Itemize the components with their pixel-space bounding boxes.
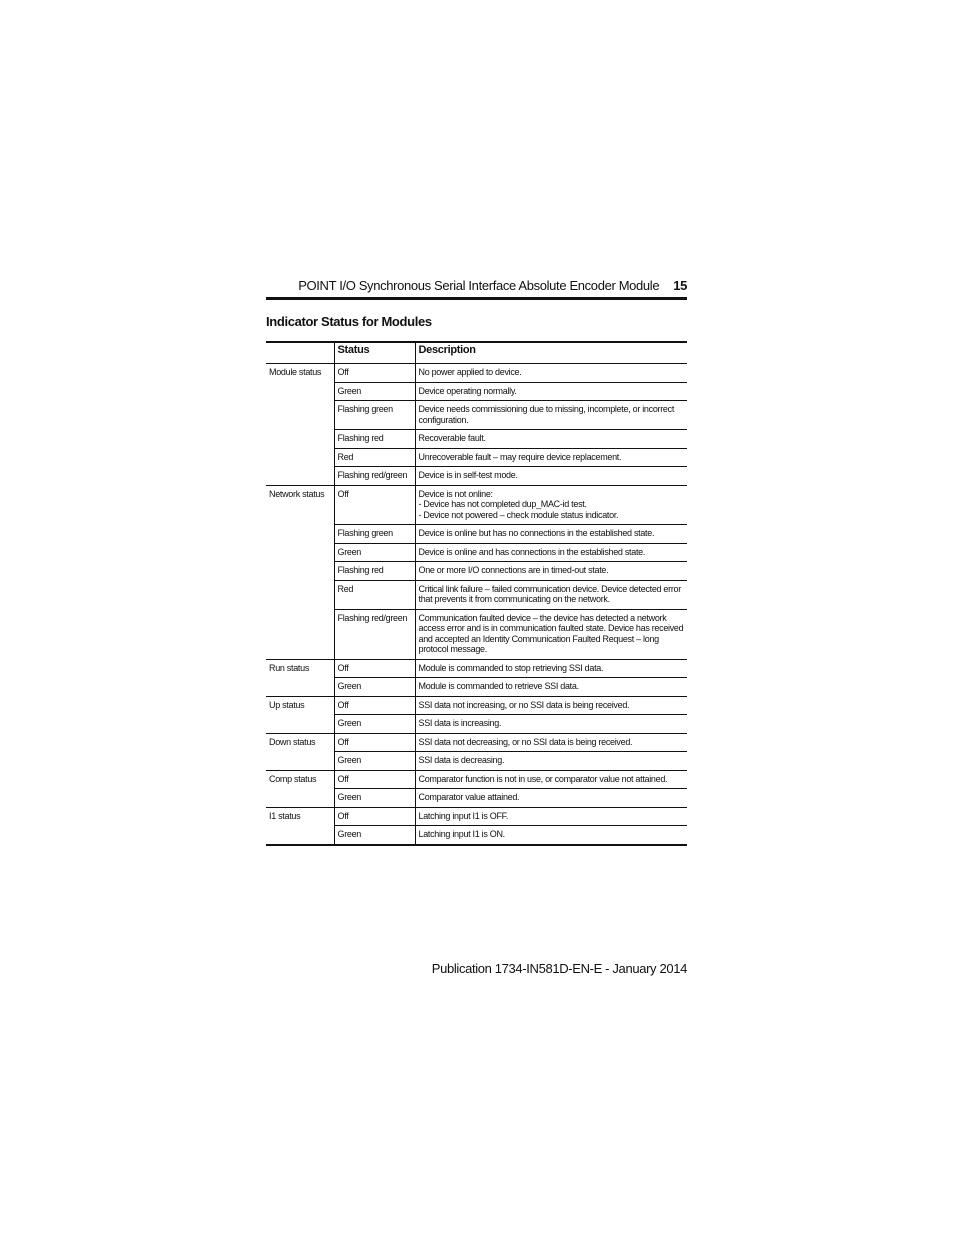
table-row xyxy=(266,382,687,401)
description-cell: Comparator value attained. xyxy=(415,789,687,808)
table-row xyxy=(266,430,687,449)
description-cell: SSI data is decreasing. xyxy=(415,752,687,771)
status-cell: Green xyxy=(334,752,415,771)
status-cell: Green xyxy=(334,543,415,562)
table-row xyxy=(266,659,687,678)
status-cell: Flashing green xyxy=(334,401,415,430)
status-cell: Off xyxy=(334,733,415,752)
status-cell: Green xyxy=(334,678,415,697)
status-cell: Flashing red xyxy=(334,562,415,581)
status-cell: Off xyxy=(334,770,415,789)
table-body xyxy=(266,364,687,845)
indicator-name-cell: Run status xyxy=(266,659,334,678)
status-cell: Green xyxy=(334,715,415,734)
indicator-name-cell-empty xyxy=(266,448,334,467)
description-cell: SSI data not increasing, or no SSI data is being received. xyxy=(415,696,687,715)
section-title: Indicator Status for Modules xyxy=(266,314,432,329)
header-title: POINT I/O Synchronous Serial Interface Absolute Encoder Module xyxy=(298,277,660,293)
description-cell: Latching input I1 is ON. xyxy=(415,826,687,845)
indicator-name-cell-empty xyxy=(266,678,334,697)
table-row xyxy=(266,770,687,789)
indicator-name-cell-empty xyxy=(266,826,334,845)
table-row xyxy=(266,485,687,525)
table-row xyxy=(266,525,687,544)
indicator-name-cell-empty xyxy=(266,525,334,544)
status-cell: Off xyxy=(334,485,415,525)
column-header-indicator xyxy=(266,342,334,364)
table-row xyxy=(266,789,687,808)
indicator-name-cell: Down status xyxy=(266,733,334,752)
column-header-status: Status xyxy=(334,342,415,364)
description-cell: Recoverable fault. xyxy=(415,430,687,449)
table-row xyxy=(266,678,687,697)
description-cell: Comparator function is not in use, or comparator value not attained. xyxy=(415,770,687,789)
indicator-name-cell-empty xyxy=(266,609,334,659)
indicator-name-cell: I1 status xyxy=(266,807,334,826)
running-header xyxy=(266,272,687,298)
status-cell: Red xyxy=(334,580,415,609)
indicator-name-cell-empty xyxy=(266,580,334,609)
table-row xyxy=(266,696,687,715)
indicator-name-cell: Up status xyxy=(266,696,334,715)
indicator-name-cell-empty xyxy=(266,789,334,808)
indicator-name-cell-empty xyxy=(266,382,334,401)
table-row xyxy=(266,580,687,609)
indicator-status-table xyxy=(266,341,687,846)
header-rule xyxy=(266,297,687,300)
description-cell: SSI data not decreasing, or no SSI data is being received. xyxy=(415,733,687,752)
page-number: 15 xyxy=(673,277,687,293)
description-cell: Device is in self-test mode. xyxy=(415,467,687,486)
status-cell: Flashing red/green xyxy=(334,467,415,486)
description-cell: Communication faulted device – the device has detected a network access error and is in communication faulted state. Device has received and accepted an Identity Communication Faulted Request – long protocol message. xyxy=(415,609,687,659)
table-row xyxy=(266,715,687,734)
table-row xyxy=(266,364,687,383)
table-row xyxy=(266,543,687,562)
indicator-name-cell-empty xyxy=(266,401,334,430)
table-row xyxy=(266,448,687,467)
table-row xyxy=(266,401,687,430)
status-cell: Flashing green xyxy=(334,525,415,544)
status-cell: Off xyxy=(334,659,415,678)
description-cell: No power applied to device. xyxy=(415,364,687,383)
description-cell: Device is not online: - Device has not completed dup_MAC-id test. - Device not powered – check module status indicator. xyxy=(415,485,687,525)
status-cell: Off xyxy=(334,696,415,715)
status-cell: Off xyxy=(334,364,415,383)
table-row xyxy=(266,609,687,659)
publication-footer: Publication 1734-IN581D-EN-E - January 2014 xyxy=(431,961,687,976)
indicator-name-cell-empty xyxy=(266,543,334,562)
status-cell: Red xyxy=(334,448,415,467)
indicator-name-cell: Network status xyxy=(266,485,334,525)
description-cell: Device is online and has connections in the established state. xyxy=(415,543,687,562)
indicator-name-cell: Module status xyxy=(266,364,334,383)
status-cell: Green xyxy=(334,826,415,845)
status-cell: Green xyxy=(334,789,415,808)
indicator-name-cell-empty xyxy=(266,467,334,486)
table-row xyxy=(266,733,687,752)
description-cell: Latching input I1 is OFF. xyxy=(415,807,687,826)
table-row xyxy=(266,562,687,581)
status-cell: Flashing red xyxy=(334,430,415,449)
table-header-row xyxy=(266,342,687,364)
description-cell: Unrecoverable fault – may require device replacement. xyxy=(415,448,687,467)
column-header-description: Description xyxy=(415,342,687,364)
indicator-name-cell-empty xyxy=(266,752,334,771)
indicator-name-cell-empty xyxy=(266,715,334,734)
table-row xyxy=(266,826,687,845)
status-cell: Green xyxy=(334,382,415,401)
indicator-name-cell: Comp status xyxy=(266,770,334,789)
description-cell: Module is commanded to retrieve SSI data. xyxy=(415,678,687,697)
table-row xyxy=(266,807,687,826)
description-cell: One or more I/O connections are in timed-out state. xyxy=(415,562,687,581)
indicator-name-cell-empty xyxy=(266,562,334,581)
description-cell: SSI data is increasing. xyxy=(415,715,687,734)
description-cell: Device is online but has no connections in the established state. xyxy=(415,525,687,544)
table-row xyxy=(266,467,687,486)
description-cell: Device needs commissioning due to missing, incomplete, or incorrect configuration. xyxy=(415,401,687,430)
status-cell: Off xyxy=(334,807,415,826)
description-cell: Critical link failure – failed communication device. Device detected error that prevents it from communicating on the network. xyxy=(415,580,687,609)
description-cell: Device operating normally. xyxy=(415,382,687,401)
description-cell: Module is commanded to stop retrieving SSI data. xyxy=(415,659,687,678)
indicator-name-cell-empty xyxy=(266,430,334,449)
status-cell: Flashing red/green xyxy=(334,609,415,659)
table-row xyxy=(266,752,687,771)
